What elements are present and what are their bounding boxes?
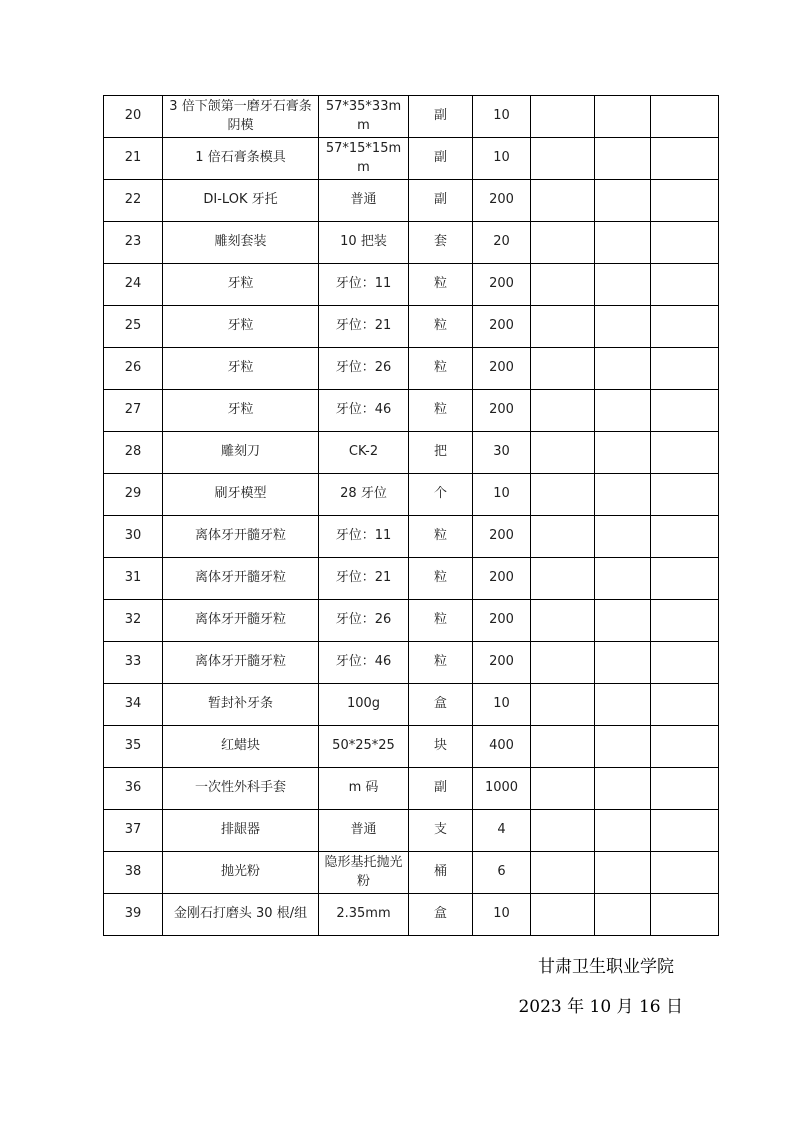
cell-no: 24 bbox=[104, 264, 163, 306]
cell-no: 35 bbox=[104, 726, 163, 768]
cell-name: 刷牙模型 bbox=[163, 474, 319, 516]
cell-spec: 牙位：21 bbox=[319, 306, 409, 348]
cell-no: 28 bbox=[104, 432, 163, 474]
cell-unit: 粒 bbox=[409, 348, 473, 390]
cell-name: 抛光粉 bbox=[163, 852, 319, 894]
cell-spec: 57*15*15mm bbox=[319, 138, 409, 180]
cell-empty bbox=[651, 600, 719, 642]
cell-name: 金刚石打磨头 30 根/组 bbox=[163, 894, 319, 936]
cell-spec: 牙位：26 bbox=[319, 348, 409, 390]
cell-qty: 10 bbox=[473, 894, 531, 936]
cell-empty bbox=[531, 222, 595, 264]
cell-empty bbox=[531, 894, 595, 936]
cell-qty: 20 bbox=[473, 222, 531, 264]
table-row bbox=[104, 180, 719, 222]
cell-empty bbox=[651, 726, 719, 768]
cell-name: 离体牙开髓牙粒 bbox=[163, 516, 319, 558]
cell-unit: 套 bbox=[409, 222, 473, 264]
cell-unit: 粒 bbox=[409, 600, 473, 642]
cell-empty bbox=[651, 306, 719, 348]
cell-unit: 块 bbox=[409, 726, 473, 768]
cell-no: 25 bbox=[104, 306, 163, 348]
cell-unit: 盒 bbox=[409, 684, 473, 726]
cell-empty bbox=[651, 432, 719, 474]
cell-spec: m 码 bbox=[319, 768, 409, 810]
cell-unit: 粒 bbox=[409, 264, 473, 306]
cell-empty bbox=[531, 390, 595, 432]
cell-spec: 牙位：46 bbox=[319, 642, 409, 684]
cell-empty bbox=[595, 600, 651, 642]
table-row bbox=[104, 558, 719, 600]
cell-unit: 副 bbox=[409, 96, 473, 138]
table-body bbox=[104, 96, 719, 936]
cell-name: 暂封补牙条 bbox=[163, 684, 319, 726]
cell-qty: 30 bbox=[473, 432, 531, 474]
table-row bbox=[104, 768, 719, 810]
cell-empty bbox=[651, 642, 719, 684]
cell-no: 20 bbox=[104, 96, 163, 138]
cell-unit: 副 bbox=[409, 138, 473, 180]
cell-empty bbox=[595, 726, 651, 768]
cell-empty bbox=[531, 138, 595, 180]
cell-no: 36 bbox=[104, 768, 163, 810]
cell-name: 牙粒 bbox=[163, 390, 319, 432]
cell-empty bbox=[595, 642, 651, 684]
cell-qty: 200 bbox=[473, 390, 531, 432]
cell-empty bbox=[595, 768, 651, 810]
table-row bbox=[104, 684, 719, 726]
table-row bbox=[104, 306, 719, 348]
cell-no: 29 bbox=[104, 474, 163, 516]
table-row bbox=[104, 264, 719, 306]
cell-qty: 200 bbox=[473, 306, 531, 348]
cell-unit: 粒 bbox=[409, 306, 473, 348]
cell-spec: 隐形基托抛光粉 bbox=[319, 852, 409, 894]
cell-name: 红蜡块 bbox=[163, 726, 319, 768]
cell-empty bbox=[651, 684, 719, 726]
cell-no: 30 bbox=[104, 516, 163, 558]
cell-empty bbox=[651, 810, 719, 852]
cell-spec: CK-2 bbox=[319, 432, 409, 474]
cell-qty: 200 bbox=[473, 558, 531, 600]
cell-empty bbox=[595, 348, 651, 390]
table-row bbox=[104, 138, 719, 180]
cell-empty bbox=[531, 852, 595, 894]
cell-qty: 200 bbox=[473, 348, 531, 390]
cell-empty bbox=[531, 96, 595, 138]
cell-no: 21 bbox=[104, 138, 163, 180]
cell-spec: 普通 bbox=[319, 810, 409, 852]
cell-name: DI-LOK 牙托 bbox=[163, 180, 319, 222]
cell-empty bbox=[595, 390, 651, 432]
cell-empty bbox=[651, 768, 719, 810]
cell-qty: 200 bbox=[473, 642, 531, 684]
cell-empty bbox=[595, 96, 651, 138]
table-row bbox=[104, 390, 719, 432]
cell-no: 33 bbox=[104, 642, 163, 684]
table-row bbox=[104, 642, 719, 684]
cell-unit: 粒 bbox=[409, 558, 473, 600]
cell-empty bbox=[595, 222, 651, 264]
cell-name: 雕刻刀 bbox=[163, 432, 319, 474]
cell-qty: 200 bbox=[473, 600, 531, 642]
cell-no: 39 bbox=[104, 894, 163, 936]
cell-qty: 10 bbox=[473, 96, 531, 138]
cell-empty bbox=[595, 306, 651, 348]
cell-no: 26 bbox=[104, 348, 163, 390]
cell-empty bbox=[531, 600, 595, 642]
cell-spec: 100g bbox=[319, 684, 409, 726]
table-row bbox=[104, 600, 719, 642]
cell-no: 37 bbox=[104, 810, 163, 852]
cell-name: 离体牙开髓牙粒 bbox=[163, 600, 319, 642]
cell-name: 离体牙开髓牙粒 bbox=[163, 642, 319, 684]
cell-empty bbox=[651, 222, 719, 264]
cell-name: 离体牙开髓牙粒 bbox=[163, 558, 319, 600]
cell-empty bbox=[595, 180, 651, 222]
cell-spec: 牙位：21 bbox=[319, 558, 409, 600]
cell-qty: 10 bbox=[473, 684, 531, 726]
cell-name: 一次性外科手套 bbox=[163, 768, 319, 810]
cell-empty bbox=[531, 432, 595, 474]
cell-empty bbox=[651, 180, 719, 222]
cell-qty: 1000 bbox=[473, 768, 531, 810]
cell-qty: 10 bbox=[473, 474, 531, 516]
cell-name: 牙粒 bbox=[163, 306, 319, 348]
cell-qty: 200 bbox=[473, 516, 531, 558]
cell-spec: 普通 bbox=[319, 180, 409, 222]
cell-unit: 支 bbox=[409, 810, 473, 852]
cell-empty bbox=[651, 558, 719, 600]
cell-empty bbox=[651, 264, 719, 306]
cell-empty bbox=[651, 390, 719, 432]
cell-no: 31 bbox=[104, 558, 163, 600]
table-row bbox=[104, 96, 719, 138]
cell-no: 32 bbox=[104, 600, 163, 642]
cell-unit: 桶 bbox=[409, 852, 473, 894]
cell-unit: 盒 bbox=[409, 894, 473, 936]
cell-empty bbox=[531, 810, 595, 852]
cell-unit: 粒 bbox=[409, 516, 473, 558]
cell-empty bbox=[531, 264, 595, 306]
cell-empty bbox=[595, 894, 651, 936]
cell-no: 27 bbox=[104, 390, 163, 432]
cell-empty bbox=[531, 768, 595, 810]
cell-name: 雕刻套装 bbox=[163, 222, 319, 264]
cell-empty bbox=[595, 516, 651, 558]
cell-empty bbox=[531, 726, 595, 768]
cell-empty bbox=[595, 684, 651, 726]
cell-empty bbox=[531, 348, 595, 390]
cell-empty bbox=[651, 348, 719, 390]
cell-empty bbox=[531, 306, 595, 348]
table-row bbox=[104, 432, 719, 474]
cell-name: 3 倍下颌第一磨牙石膏条阴模 bbox=[163, 96, 319, 138]
cell-qty: 200 bbox=[473, 264, 531, 306]
cell-unit: 把 bbox=[409, 432, 473, 474]
cell-empty bbox=[531, 642, 595, 684]
cell-spec: 牙位：26 bbox=[319, 600, 409, 642]
cell-empty bbox=[531, 558, 595, 600]
cell-empty bbox=[531, 516, 595, 558]
cell-unit: 个 bbox=[409, 474, 473, 516]
cell-unit: 副 bbox=[409, 768, 473, 810]
cell-spec: 28 牙位 bbox=[319, 474, 409, 516]
cell-spec: 牙位：46 bbox=[319, 390, 409, 432]
table-row bbox=[104, 810, 719, 852]
cell-empty bbox=[531, 180, 595, 222]
signature-org: 甘肃卫生职业学院 bbox=[538, 957, 674, 977]
table-row bbox=[104, 222, 719, 264]
cell-empty bbox=[595, 558, 651, 600]
cell-qty: 10 bbox=[473, 138, 531, 180]
cell-no: 34 bbox=[104, 684, 163, 726]
cell-unit: 副 bbox=[409, 180, 473, 222]
cell-no: 22 bbox=[104, 180, 163, 222]
cell-empty bbox=[595, 852, 651, 894]
cell-spec: 50*25*25 bbox=[319, 726, 409, 768]
cell-empty bbox=[531, 474, 595, 516]
cell-unit: 粒 bbox=[409, 642, 473, 684]
cell-spec: 牙位：11 bbox=[319, 516, 409, 558]
cell-spec: 2.35mm bbox=[319, 894, 409, 936]
table-row bbox=[104, 726, 719, 768]
cell-spec: 10 把装 bbox=[319, 222, 409, 264]
cell-qty: 200 bbox=[473, 180, 531, 222]
cell-empty bbox=[651, 96, 719, 138]
cell-empty bbox=[651, 474, 719, 516]
cell-no: 23 bbox=[104, 222, 163, 264]
cell-unit: 粒 bbox=[409, 390, 473, 432]
signature-date: 2023 年 10 月 16 日 bbox=[518, 997, 683, 1017]
cell-qty: 4 bbox=[473, 810, 531, 852]
cell-empty bbox=[595, 432, 651, 474]
cell-spec: 牙位：11 bbox=[319, 264, 409, 306]
table-row bbox=[104, 852, 719, 894]
cell-qty: 400 bbox=[473, 726, 531, 768]
cell-name: 排龈器 bbox=[163, 810, 319, 852]
table-row bbox=[104, 474, 719, 516]
cell-qty: 6 bbox=[473, 852, 531, 894]
cell-no: 38 bbox=[104, 852, 163, 894]
cell-empty bbox=[531, 684, 595, 726]
table-row bbox=[104, 348, 719, 390]
cell-empty bbox=[651, 894, 719, 936]
table-row bbox=[104, 516, 719, 558]
cell-name: 牙粒 bbox=[163, 348, 319, 390]
cell-empty bbox=[595, 810, 651, 852]
cell-spec: 57*35*33mm bbox=[319, 96, 409, 138]
cell-empty bbox=[595, 138, 651, 180]
cell-empty bbox=[595, 264, 651, 306]
cell-empty bbox=[651, 852, 719, 894]
cell-name: 牙粒 bbox=[163, 264, 319, 306]
cell-empty bbox=[651, 516, 719, 558]
table-row bbox=[104, 894, 719, 936]
cell-name: 1 倍石膏条模具 bbox=[163, 138, 319, 180]
supply-table bbox=[103, 95, 719, 936]
cell-empty bbox=[595, 474, 651, 516]
cell-empty bbox=[651, 138, 719, 180]
